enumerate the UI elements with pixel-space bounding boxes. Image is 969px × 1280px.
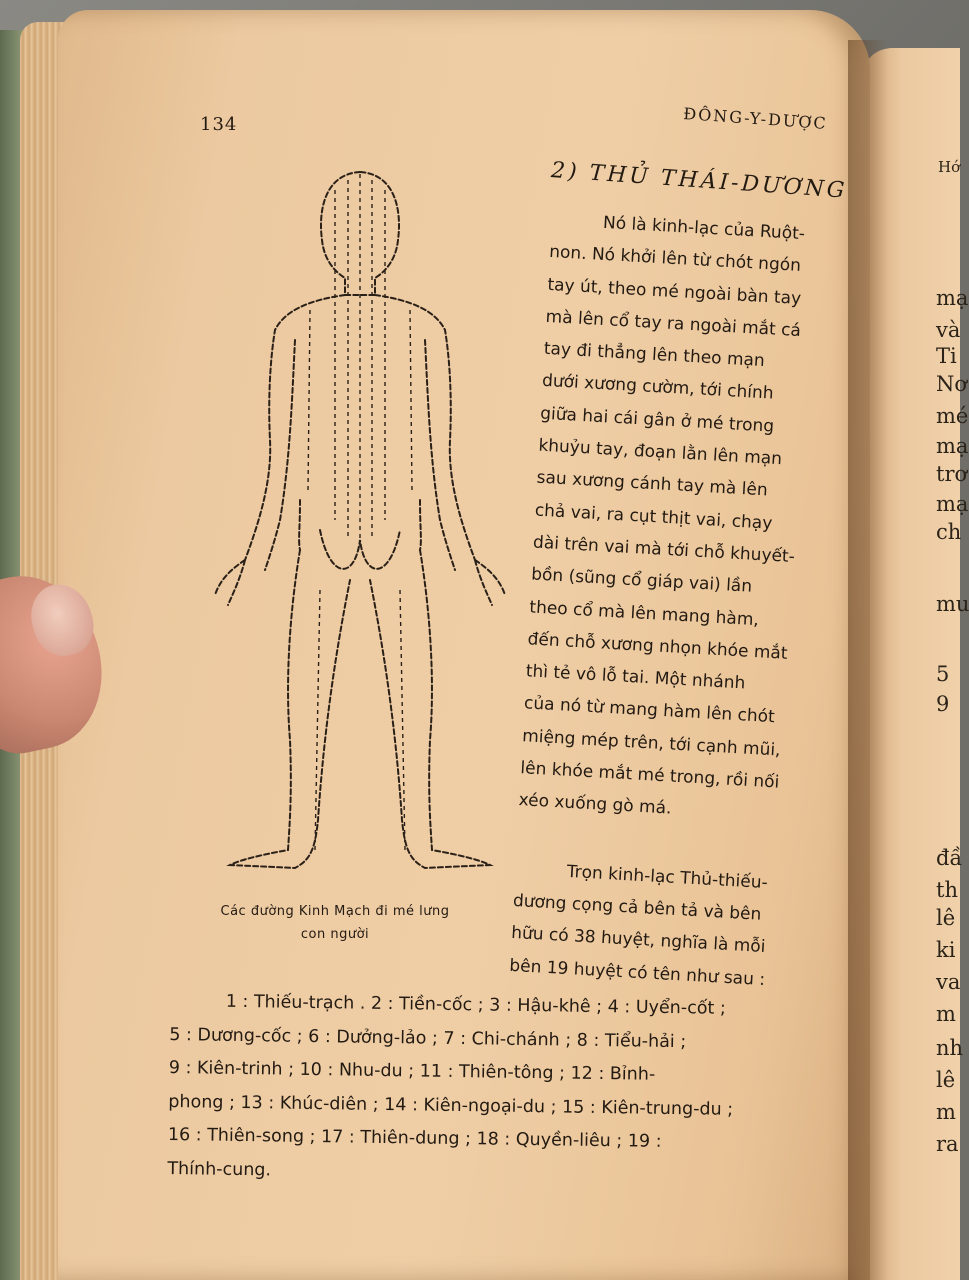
text-line: 16 : Thiên-song ; 17 : Thiên-dung ; 18 : Quyền-liêu ; 19 : [167, 1124, 662, 1152]
right-page-fragment: va [936, 970, 961, 994]
text-line: khuỷu tay, đoạn lằn lên mạn [537, 435, 783, 470]
text-line: theo cổ mà lên mang hàm, [528, 596, 760, 630]
text-line: 1 : Thiếu-trạch . 2 : Tiền-cốc ; 3 : Hậu-khê ; 4 : Uyển-cốt ; [225, 991, 726, 1019]
text-line: sau xương cánh tay mà lên [536, 467, 769, 501]
text-line: đến chỗ xương nhọn khóe mắt [527, 629, 789, 664]
right-page-fragment: nh [936, 1036, 964, 1060]
text-line: tay đi thẳng lên theo mạn [543, 338, 766, 372]
right-page-fragment: m [936, 1002, 956, 1026]
figure-arm-right [475, 560, 505, 605]
right-page-fragment: mu [936, 592, 969, 616]
figure-torso-right [375, 295, 475, 560]
text-line: mà lên cổ tay ra ngoài mắt cá [545, 306, 802, 341]
right-page-fragment: Ti [936, 344, 957, 368]
text-line: giữa hai cái gân ở mé trong [539, 403, 775, 437]
book-gutter-shadow [848, 40, 888, 1280]
figure-leg-right [370, 550, 490, 868]
text-line: thì tẻ vô lỗ tai. Một nhánh [525, 661, 746, 694]
text-line: non. Nó khởi lên từ chót ngón [548, 242, 802, 277]
figure-torso-left [245, 295, 345, 560]
text-line: phong ; 13 : Khúc-diên ; 14 : Kiên-ngoại-du ; 15 : Kiên-trung-du ; [168, 1091, 734, 1120]
right-page-fragment: mạ [936, 286, 969, 310]
text-line: Nó là kinh-lạc của Ruột- [602, 212, 806, 245]
right-page-fragment: Nơ [936, 372, 968, 396]
running-head: ĐÔNG-Y-DƯỢC [682, 104, 829, 134]
right-page-fragment: lê [936, 906, 956, 930]
text-line: bên 19 huyệt có tên như sau : [508, 955, 766, 990]
caption-line-2: con người [300, 927, 370, 942]
right-page-fragment: m [936, 1100, 956, 1124]
text-line: dài trên vai mà tới chỗ khuyết- [532, 532, 796, 568]
right-page-fragment: ra [936, 1132, 959, 1156]
right-page-fragment: th [936, 878, 958, 902]
figure-caption [175, 900, 495, 946]
right-page-fragment: Hớ [938, 158, 961, 176]
text-line: lên khóe mắt mé trong, rồi nối [519, 758, 780, 793]
text-line: tay út, theo mé ngoài bàn tay [546, 274, 802, 309]
right-page-fragment: mé [936, 404, 969, 428]
right-page-fragment: mạ [936, 434, 969, 458]
text-line: miệng mép trên, tới cạnh mũi, [521, 725, 782, 761]
text-line: chả vai, ra cụt thịt vai, chạy [534, 500, 773, 534]
right-page-fragment: ki [936, 938, 956, 962]
text-line: Thính-cung. [167, 1158, 272, 1180]
right-page-fragment: lê [936, 1068, 956, 1092]
right-page-fragment: ch [936, 520, 962, 544]
text-line: dưới xương cườm, tới chính [541, 371, 775, 405]
right-page-fragment: đầ [936, 846, 963, 870]
section-title: 2) THỦ THÁI-DƯƠNG [550, 158, 849, 204]
meridian-body-figure [200, 160, 520, 880]
figure-inner-arm-right [425, 340, 455, 570]
text-line: của nó từ mang hàm lên chót [523, 693, 776, 728]
text-line: bồn (sũng cổ giáp vai) lần [530, 564, 753, 598]
figure-leg-left [230, 550, 350, 868]
right-page-fragment: mạ [936, 492, 969, 516]
acupoint-list [167, 985, 850, 1195]
text-line: 9 : Kiên-trinh ; 10 : Nhu-du ; 11 : Thiên-tông ; 12 : Bỉnh- [168, 1057, 656, 1085]
right-page-fragment: 9 [936, 692, 950, 716]
text-line: dương cọng cả bên tả và bên [512, 890, 762, 925]
right-page-fragment: 5 [936, 662, 950, 686]
figure-arm-left [215, 560, 245, 605]
text-line: 5 : Dương-cốc ; 6 : Dưởng-lảo ; 7 : Chi-chánh ; 8 : Tiểu-hải ; [169, 1024, 687, 1052]
text-line: xéo xuống gò má. [518, 790, 672, 819]
caption-line-1: Các đường Kinh Mạch đi mé lưng [220, 904, 450, 919]
text-line: hữu có 38 huyệt, nghĩa là mỗi [510, 923, 766, 958]
right-page-fragment: và [936, 318, 961, 342]
figure-inner-arm-left [265, 340, 295, 570]
text-line: Trọn kinh-lạc Thủ-thiếu- [566, 861, 769, 893]
page-number: 134 [200, 114, 238, 135]
main-text-column [509, 204, 842, 998]
right-page-fragment: trơ [936, 462, 968, 486]
